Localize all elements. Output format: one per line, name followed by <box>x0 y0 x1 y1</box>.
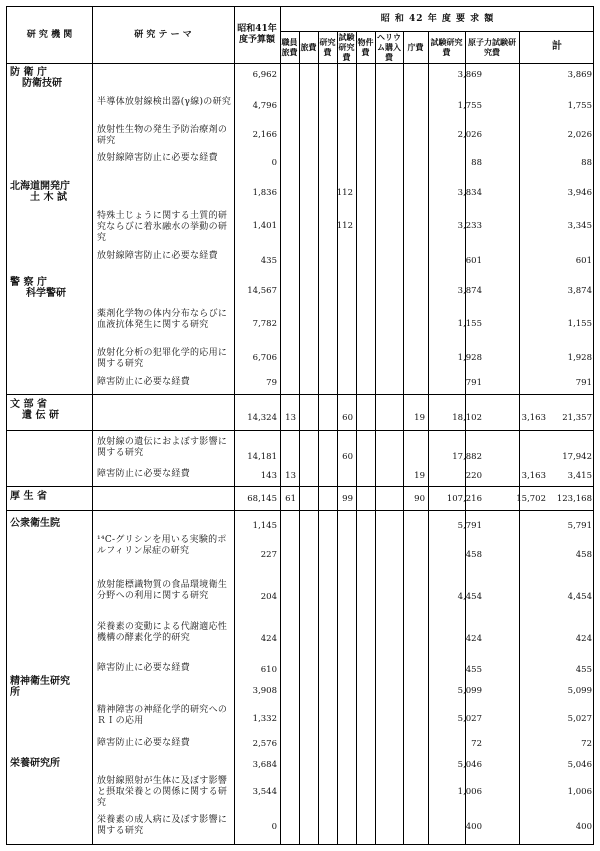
total-value: 2,026 <box>567 130 592 140</box>
office-value: 19 <box>414 413 425 423</box>
subheader-nuclear: 原子力試験研究費 <box>468 37 516 57</box>
budget41-value: 204 <box>260 592 277 602</box>
budget41-value: 143 <box>260 471 277 481</box>
budget41-value: 6,706 <box>252 353 277 363</box>
institution-name: 文 部 省 遺 伝 研 <box>10 399 59 421</box>
research-theme: 障害防止に必要な経費 <box>97 469 191 479</box>
institution-name: 北海道開発庁 土 木 試 <box>10 181 70 203</box>
research-value: 60 <box>342 413 353 423</box>
col-divider <box>403 31 404 844</box>
budget41-value: 1,332 <box>252 714 277 724</box>
budget41-value: 3,544 <box>252 787 277 797</box>
total-value: 1,928 <box>567 353 592 363</box>
header-bottom-rule <box>7 63 593 64</box>
total-value: 1,155 <box>567 319 592 329</box>
header-institution: 研 究 機 関 <box>26 29 73 40</box>
total-value: 455 <box>575 665 592 675</box>
total-value: 1,006 <box>567 787 592 797</box>
office-value: 19 <box>414 471 425 481</box>
test-research-value: 5,027 <box>457 714 482 724</box>
header-period42: 昭 和 42 年 度 要 求 額 <box>380 13 495 24</box>
budget41-value: 3,684 <box>252 760 277 770</box>
budget41-value: 2,166 <box>252 130 277 140</box>
office-value: 90 <box>414 494 425 504</box>
nuclear-value: 3,163 <box>521 413 546 423</box>
test-research-value: 220 <box>465 471 482 481</box>
research-value: 99 <box>342 494 353 504</box>
research-theme: 薬剤化学物の体内分布ならびに血液抗体発生に関する研究 <box>97 309 228 330</box>
total-value: 3,869 <box>567 70 592 80</box>
budget41-value: 14,567 <box>247 286 277 296</box>
test-research-value: 4,454 <box>457 592 482 602</box>
total-value: 458 <box>575 550 592 560</box>
research-theme: 特殊土じょうに関する土質的研究ならびに着氷融水の挙動の研究 <box>97 211 228 243</box>
total-value: 400 <box>575 822 592 832</box>
subheader-office: 庁費 <box>407 42 424 52</box>
test-research-value: 88 <box>471 158 482 168</box>
total-value: 72 <box>581 739 592 749</box>
total-value: 3,874 <box>567 286 592 296</box>
total-value: 3,946 <box>567 188 592 198</box>
total-value: 88 <box>581 158 592 168</box>
total-value: 5,791 <box>567 521 592 531</box>
subheader-test-research: 試験研究費 <box>338 32 355 62</box>
col-divider <box>318 31 319 844</box>
budget41-value: 0 <box>271 158 277 168</box>
section-divider <box>7 430 593 431</box>
total-value: 123,168 <box>556 494 592 504</box>
research-theme: 栄養素の成人病に及ぼす影響に関する研究 <box>97 815 228 836</box>
research-theme: ¹⁴C-グリシンを用いる実験的ポルフィリン尿症の研究 <box>97 535 227 556</box>
test-research-value: 2,026 <box>457 130 482 140</box>
total-value: 601 <box>575 256 592 266</box>
institution-name: 栄養研究所 <box>10 758 60 769</box>
total-value: 5,099 <box>567 686 592 696</box>
research-theme: 精神障害の神経化学的研究へのＲＩの応用 <box>97 705 228 726</box>
research-theme: 放射能標識物質の食品環境衛生分野への利用に関する研究 <box>97 580 228 601</box>
research-theme: 放射線照射が生体に及ぼす影響と摂取栄養との関係に関する研究 <box>97 776 228 808</box>
test-research-value: 3,874 <box>457 286 482 296</box>
staff-travel-value: 13 <box>285 471 296 481</box>
col-divider <box>337 31 338 844</box>
test-research-value: 400 <box>465 822 482 832</box>
budget41-value: 0 <box>271 822 277 832</box>
total-value: 17,942 <box>562 452 592 462</box>
total-value: 4,454 <box>567 592 592 602</box>
test-research-value: 601 <box>465 256 482 266</box>
budget41-value: 7,782 <box>252 319 277 329</box>
budget-table <box>6 6 594 845</box>
research-value: 60 <box>342 452 353 462</box>
research-value: 112 <box>336 188 353 198</box>
test-research-value: 17,882 <box>452 452 482 462</box>
budget41-value: 1,401 <box>252 221 277 231</box>
subheader-research: 研究費 <box>319 37 336 57</box>
research-theme: 放射化分析の犯罪化学的応用に関する研究 <box>97 348 228 369</box>
total-value: 791 <box>575 378 592 388</box>
test-research-value: 3,233 <box>457 221 482 231</box>
section-divider <box>7 486 593 487</box>
test-research-value: 5,099 <box>457 686 482 696</box>
test-research-value: 3,834 <box>457 188 482 198</box>
institution-name: 警 察 庁 科学警研 <box>10 277 66 299</box>
research-theme: 障害防止に必要な経費 <box>97 663 191 673</box>
test-research-value: 107,216 <box>446 494 482 504</box>
institution-name: 公衆衛生院 <box>10 518 60 529</box>
test-research-value: 72 <box>471 739 482 749</box>
budget41-value: 4,796 <box>252 101 277 111</box>
total-value: 21,357 <box>562 413 592 423</box>
budget41-value: 6,962 <box>252 70 277 80</box>
test-research-value: 5,791 <box>457 521 482 531</box>
col-divider <box>299 31 300 844</box>
nuclear-value: 3,163 <box>521 471 546 481</box>
test-research-value: 424 <box>465 634 482 644</box>
budget41-value: 3,908 <box>252 686 277 696</box>
institution-name: 精神衛生研究 所 <box>10 676 70 698</box>
research-theme: 放射線障害防止に必要な経費 <box>97 153 218 163</box>
total-value: 5,046 <box>567 760 592 770</box>
budget41-value: 424 <box>260 634 277 644</box>
research-theme: 放射性生物の発生予防治療剤の研究 <box>97 125 228 146</box>
research-theme: 障害防止に必要な経費 <box>97 377 191 387</box>
research-value: 112 <box>336 221 353 231</box>
budget41-value: 68,145 <box>247 494 277 504</box>
subheader-test-research-2: 試験研究費 <box>430 37 463 57</box>
research-theme: 障害防止に必要な経費 <box>97 738 191 748</box>
research-theme: 放射線障害防止に必要な経費 <box>97 251 218 261</box>
col-divider <box>356 31 357 844</box>
budget41-value: 610 <box>260 665 277 675</box>
test-research-value: 458 <box>465 550 482 560</box>
subheader-staff-travel: 職員旅費 <box>281 37 298 57</box>
section-divider <box>7 510 593 511</box>
test-research-value: 791 <box>465 378 482 388</box>
section-divider <box>7 394 593 395</box>
total-value: 1,755 <box>567 101 592 111</box>
col-divider <box>92 7 93 844</box>
research-theme: 放射線の遺伝におよぼす影響に関する研究 <box>97 437 228 458</box>
research-theme: 半導体放射線検出器(γ線)の研究 <box>97 97 232 107</box>
test-research-value: 5,046 <box>457 760 482 770</box>
total-value: 424 <box>575 634 592 644</box>
total-value: 3,345 <box>567 221 592 231</box>
staff-travel-value: 13 <box>285 413 296 423</box>
header-budget41: 昭和41年度予算額 <box>237 24 277 45</box>
total-value: 5,027 <box>567 714 592 724</box>
test-research-value: 1,155 <box>457 319 482 329</box>
test-research-value: 3,869 <box>457 70 482 80</box>
subheader-helium: ヘリウム購入費 <box>377 32 401 62</box>
staff-travel-value: 61 <box>285 494 296 504</box>
budget41-value: 14,324 <box>247 413 277 423</box>
col-divider <box>280 7 281 844</box>
col-divider <box>375 31 376 844</box>
subheader-total: 計 <box>552 41 562 52</box>
test-research-value: 1,755 <box>457 101 482 111</box>
subheader-goods: 物件費 <box>357 37 374 57</box>
test-research-value: 455 <box>465 665 482 675</box>
test-research-value: 1,928 <box>457 353 482 363</box>
budget41-value: 227 <box>260 550 277 560</box>
total-value: 3,415 <box>567 471 592 481</box>
test-research-value: 1,006 <box>457 787 482 797</box>
budget41-value: 1,836 <box>252 188 277 198</box>
research-theme: 栄養素の変動による代謝適応性機構の酵素化学的研究 <box>97 622 228 643</box>
subheader-travel: 旅費 <box>300 42 317 52</box>
budget41-value: 1,145 <box>252 521 277 531</box>
budget41-value: 435 <box>260 256 277 266</box>
header-theme: 研 究 テ ー マ <box>134 29 192 40</box>
nuclear-value: 15,702 <box>516 494 546 504</box>
institution-name: 防 衛 庁 防衛技研 <box>10 67 62 89</box>
budget41-value: 2,576 <box>252 739 277 749</box>
budget41-value: 14,181 <box>247 452 277 462</box>
budget41-value: 79 <box>266 378 277 388</box>
institution-name: 厚 生 省 <box>10 491 47 502</box>
test-research-value: 18,102 <box>452 413 482 423</box>
